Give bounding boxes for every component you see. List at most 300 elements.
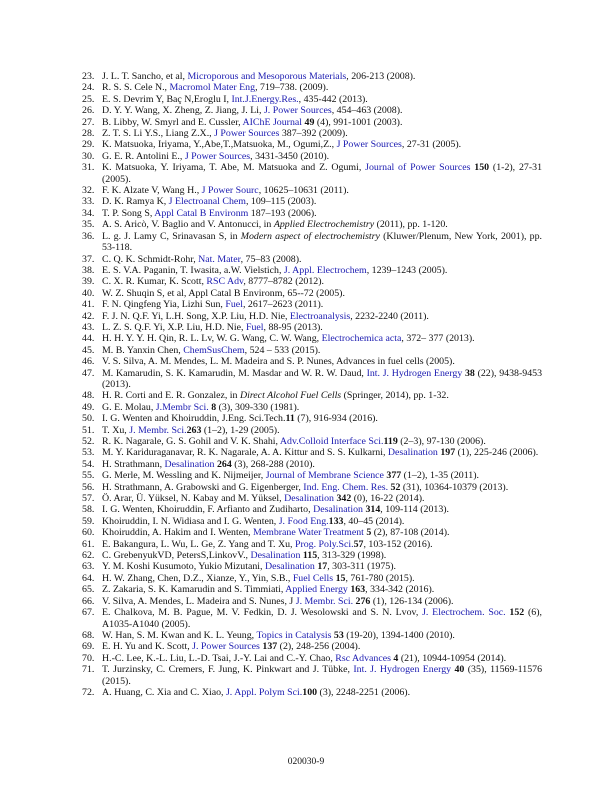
reference-item <box>64 151 542 162</box>
volume-number: 150 <box>470 162 490 174</box>
reference-text: (1–2), 1-35 (2011). <box>401 470 479 482</box>
reference-item <box>64 607 542 630</box>
journal-link[interactable]: Int.J.Energy.Res. <box>231 93 299 105</box>
journal-link[interactable]: J.Membr Sci. <box>155 401 209 413</box>
reference-number-cell <box>64 641 102 652</box>
reference-number-cell <box>64 196 102 207</box>
reference-body <box>102 504 542 515</box>
reference-number-cell <box>64 447 102 458</box>
reference-text: (2), 87-108 (2014). <box>371 527 450 539</box>
reference-number-cell <box>64 231 102 254</box>
reference-body <box>102 390 542 401</box>
reference-number: 69. <box>82 641 95 653</box>
journal-link[interactable]: J Electroanal Chem <box>168 196 246 208</box>
journal-link[interactable]: J. Electrochem. Soc. <box>422 607 506 619</box>
reference-text: V. S. Silva, A. M. Mendes, L. M. Madeira and S. P. Nunes, Advances in fuel cells (2005). <box>102 356 455 368</box>
reference-item <box>64 162 542 185</box>
reference-text: A. Huang, C. Xia and C. Xiao, <box>102 686 226 698</box>
reference-body <box>102 128 542 139</box>
reference-body <box>102 117 542 128</box>
reference-number: 28. <box>82 128 95 140</box>
journal-link[interactable]: Electroanalysis <box>289 310 351 322</box>
reference-text: H. H. Y. Y. H. Qin, R. L. Lv, W. G. Wang, C. W. Wang, <box>102 333 322 345</box>
reference-text: , 372– 377 (2013). <box>401 333 475 345</box>
reference-text: (19-20), 1394-1400 (2010). <box>343 629 455 641</box>
reference-text: , 8777–8782 (2012). <box>243 276 324 288</box>
reference-number-cell <box>64 356 102 367</box>
reference-body <box>102 664 542 687</box>
reference-item <box>64 687 542 698</box>
reference-item <box>64 356 542 367</box>
journal-link[interactable]: Nat. Mater <box>198 253 241 265</box>
reference-item <box>64 653 542 664</box>
book-title: Modern aspect of electrochemistry <box>240 230 380 242</box>
reference-text: , 40–45 (2014). <box>343 515 405 527</box>
journal-link[interactable]: Prog. Poly.Sci. <box>294 538 354 550</box>
reference-body <box>102 493 542 504</box>
reference-body <box>102 539 542 550</box>
journal-link[interactable]: Int. J. Hydrogen Energy <box>366 367 463 379</box>
reference-body <box>102 550 542 561</box>
reference-number: 56. <box>82 481 95 493</box>
reference-number: 61. <box>82 538 95 550</box>
reference-number: 55. <box>82 470 95 482</box>
reference-item <box>64 425 542 436</box>
reference-text: , 206-213 (2008). <box>346 71 416 82</box>
reference-text: F. K. Alzate V, Wang H., <box>102 185 202 197</box>
journal-link[interactable]: Appl Catal B Environm <box>154 207 249 219</box>
journal-link[interactable]: Rsc Advances <box>335 652 391 664</box>
reference-text: R. S. S. Cele N., <box>102 82 170 94</box>
volume-number: 5 <box>363 527 372 539</box>
reference-item <box>64 219 542 230</box>
reference-number-cell <box>64 402 102 413</box>
reference-item <box>64 208 542 219</box>
reference-text: W. Han, S. M. Kwan and K. L. Yeung, <box>102 629 257 641</box>
reference-text: , 1239–1243 (2005). <box>366 264 448 276</box>
journal-link[interactable]: Desalination <box>164 458 215 470</box>
reference-item <box>64 139 542 150</box>
reference-item <box>64 322 542 333</box>
reference-body <box>102 368 542 391</box>
reference-number-cell <box>64 265 102 276</box>
journal-link[interactable]: J Power Sources <box>214 128 280 140</box>
volume-number: 53 <box>331 629 344 641</box>
volume-number: 52 <box>388 481 401 493</box>
journal-link[interactable]: Fuel <box>225 299 243 311</box>
reference-number-cell <box>64 482 102 493</box>
reference-text: M. Kamarudin, S. K. Kamarudin, M. Masdar and W. R. W. Daud, <box>102 367 367 379</box>
reference-text: (31), 10364-10379 (2013). <box>400 481 509 493</box>
reference-text: (1–2), 1-29 (2005). <box>201 424 280 436</box>
volume-number: 314 <box>362 504 381 516</box>
reference-item <box>64 254 542 265</box>
reference-number: 64. <box>82 572 95 584</box>
reference-number-cell <box>64 504 102 515</box>
reference-item <box>64 459 542 470</box>
page-number: 020030-9 <box>287 757 325 767</box>
reference-number: 27. <box>82 116 95 128</box>
reference-item <box>64 527 542 538</box>
reference-text: , 27-31 (2005). <box>401 139 462 151</box>
journal-link[interactable]: Desalination <box>284 493 334 505</box>
reference-number: 72. <box>82 686 95 698</box>
reference-text: , 75–83 (2008). <box>240 253 302 265</box>
reference-item <box>64 299 542 310</box>
reference-item <box>64 584 542 595</box>
reference-number: 40. <box>82 287 95 299</box>
reference-text: D. Y. Y. Wang, X. Zheng, Z. Jiang, J. Li, <box>102 105 264 117</box>
reference-body <box>102 276 542 287</box>
journal-link[interactable]: Membrane Water Treatment <box>252 527 364 539</box>
journal-link[interactable]: RSC Adv <box>206 276 244 288</box>
reference-body <box>102 527 542 538</box>
reference-item <box>64 516 542 527</box>
reference-text: H.-C. Lee, K.-L. Liu, L.-D. Tsai, J.-Y. Lai and C.-Y. Chao, <box>102 652 336 664</box>
journal-link[interactable]: J. Food Eng. <box>278 515 329 527</box>
reference-text: , 313-329 (1998). <box>317 550 387 562</box>
reference-number-cell <box>64 459 102 470</box>
reference-number: 35. <box>82 219 95 231</box>
reference-number-cell <box>64 390 102 401</box>
volume-number: 15 <box>333 572 346 584</box>
volume-number: 197 <box>437 447 456 459</box>
reference-text: , 719–738. (2009). <box>255 82 329 94</box>
reference-text: (3), 268-288 (2010). <box>231 458 315 470</box>
reference-body <box>102 482 542 493</box>
reference-item <box>64 276 542 287</box>
reference-item <box>64 493 542 504</box>
reference-text: E. Bakangura, L. Wu, L. Ge, Z. Yang and T. Xu, <box>102 538 295 550</box>
reference-number: 65. <box>82 584 95 596</box>
reference-number: 29. <box>82 139 95 151</box>
journal-link[interactable]: Electrochemica acta <box>321 333 402 345</box>
reference-body <box>102 459 542 470</box>
journal-link[interactable]: Fuel <box>245 321 264 333</box>
reference-number: 54. <box>82 458 95 470</box>
reference-item <box>64 447 542 458</box>
journal-link[interactable]: J Power Sources <box>336 139 402 151</box>
reference-item <box>64 664 542 687</box>
reference-number: 25. <box>82 93 95 105</box>
journal-link[interactable]: J Power Sourc <box>201 185 259 197</box>
reference-text: (4), 991-1001 (2003). <box>314 116 403 128</box>
reference-text: 187–193 (2006). <box>248 207 317 219</box>
reference-item <box>64 402 542 413</box>
journal-link[interactable]: Journal of Power Sources <box>365 162 471 174</box>
reference-text: J. L. T. Sancho, et al, <box>102 71 188 82</box>
reference-text: Khoiruddin, A. Hakim and I. Wenten, <box>102 527 253 539</box>
reference-text: T. Xu, <box>102 424 130 436</box>
journal-link[interactable]: Microporous and Mesoporous Materials <box>187 71 347 82</box>
reference-item <box>64 470 542 481</box>
reference-item <box>64 265 542 276</box>
reference-body <box>102 573 542 584</box>
journal-link[interactable]: J. Membr. Sci. <box>295 595 354 607</box>
reference-body <box>102 162 542 185</box>
reference-item <box>64 345 542 356</box>
reference-number-cell <box>64 311 102 322</box>
reference-number: 26. <box>82 105 95 117</box>
reference-item <box>64 82 542 93</box>
reference-number-cell <box>64 470 102 481</box>
volume-number: 115 <box>300 550 318 562</box>
reference-number-cell <box>64 139 102 150</box>
reference-text: (35), 11569-11576 (2015). <box>102 664 543 687</box>
reference-number: 42. <box>82 310 95 322</box>
reference-number: 31. <box>82 162 95 174</box>
reference-text: , 103-152 (2016). <box>363 538 433 550</box>
journal-link[interactable]: Journal of Membrane Science <box>265 470 384 482</box>
reference-text: M. B. Yanxin Chen, <box>102 344 184 356</box>
reference-text: (22), 9438-9453 (2013). <box>102 367 543 390</box>
reference-text: E. S. V.A. Paganin, T. Iwasita, a.W. Vielstich, <box>102 264 284 276</box>
reference-number: 38. <box>82 264 95 276</box>
reference-body <box>102 299 542 310</box>
reference-number: 30. <box>82 150 95 162</box>
reference-body <box>102 516 542 527</box>
reference-text: Y. M. Koshi Kusumoto, Yukio Mizutani, <box>102 561 265 573</box>
reference-text: G. E. Molau, <box>102 401 156 413</box>
reference-number: 68. <box>82 629 95 641</box>
reference-text: (2011), pp. 1-120. <box>374 219 448 231</box>
reference-number: 33. <box>82 196 95 208</box>
volume-number: 38 <box>462 367 475 379</box>
reference-number: 66. <box>82 595 95 607</box>
reference-body <box>102 151 542 162</box>
volume-number: 133 <box>328 515 344 527</box>
reference-text: W. Z. Shuqin S, et al, Appl Catal B Environm, 65--72 (2005). <box>102 287 345 299</box>
reference-number-cell <box>64 607 102 630</box>
reference-number-cell <box>64 425 102 436</box>
reference-text: , 454–463 (2008). <box>331 105 403 117</box>
reference-text: H. Strathmann, <box>102 458 165 470</box>
reference-number-cell <box>64 219 102 230</box>
journal-link[interactable]: J. Appl. Electrochem <box>283 264 367 276</box>
reference-body <box>102 561 542 572</box>
volume-number: 163 <box>347 584 366 596</box>
reference-text: (2–3), 97-130 (2006). <box>397 436 486 447</box>
reference-number-cell <box>64 687 102 698</box>
reference-item <box>64 482 542 493</box>
reference-item <box>64 128 542 139</box>
reference-number: 51. <box>82 424 95 436</box>
reference-text: C. GrebenyukVD, PetersS,LinkovV., <box>102 550 251 562</box>
volume-number: 276 <box>353 595 371 607</box>
reference-body <box>102 641 542 652</box>
reference-number-cell <box>64 105 102 116</box>
journal-link[interactable]: J. Appl. Polym Sci. <box>225 686 303 698</box>
reference-text: (21), 10944-10954 (2014). <box>398 652 507 664</box>
reference-item <box>64 288 542 299</box>
reference-number-cell <box>64 299 102 310</box>
journal-link[interactable]: Desalination <box>264 561 315 573</box>
volume-number: 8 <box>208 401 217 413</box>
reference-body <box>102 322 542 333</box>
journal-link[interactable]: Topics in Catalysis <box>256 629 332 641</box>
reference-text: E. S. Devrim Y, Baç N,Eroglu I, <box>102 93 232 105</box>
reference-number: 67. <box>82 607 95 619</box>
reference-item <box>64 504 542 515</box>
reference-item <box>64 550 542 561</box>
reference-number-cell <box>64 345 102 356</box>
reference-number: 46. <box>82 356 95 368</box>
journal-link[interactable]: Ind. Eng. Chem. Res. <box>303 481 389 493</box>
reference-number-cell <box>64 368 102 391</box>
journal-link[interactable]: Macromol Mater Eng <box>169 82 256 94</box>
journal-link[interactable]: Desalination <box>250 550 301 562</box>
reference-number: 60. <box>82 527 95 539</box>
volume-number: 152 <box>505 607 525 619</box>
reference-number-cell <box>64 94 102 105</box>
reference-text: G. E. R. Antolini E., <box>102 150 185 162</box>
reference-text: (Kluwer/Plenum, New York, 2001), pp. 53-118. <box>102 230 542 254</box>
reference-number: 32. <box>82 185 95 197</box>
reference-number-cell <box>64 288 102 299</box>
reference-text: K. Matsuoka, Y. Iriyama, T. Abe, M. Matsuoka and Z. Ogumi, <box>102 162 366 174</box>
reference-number-cell <box>64 151 102 162</box>
reference-number-cell <box>64 436 102 447</box>
reference-text: , 435-442 (2013). <box>298 93 368 105</box>
reference-number: 41. <box>82 299 95 311</box>
reference-body <box>102 687 542 698</box>
reference-number: 44. <box>82 333 95 345</box>
reference-number-cell <box>64 322 102 333</box>
reference-item <box>64 311 542 322</box>
reference-item <box>64 539 542 550</box>
reference-text: , 334-342 (2016). <box>365 584 435 596</box>
journal-link[interactable]: Applied Energy <box>285 584 348 596</box>
reference-text: F. N. Qingfeng Yia, Lizhi Sun, <box>102 299 226 311</box>
reference-item <box>64 105 542 116</box>
reference-text: K. Matsuoka, Iriyama, Y.,Abe,T.,Matsuoka, M., Ogumi,Z., <box>102 139 337 151</box>
reference-number: 36. <box>82 230 95 242</box>
reference-item <box>64 630 542 641</box>
reference-number-cell <box>64 630 102 641</box>
volume-number: 119 <box>383 436 398 447</box>
reference-item <box>64 185 542 196</box>
reference-text: H. R. Corti and E. R. Gonzalez, in <box>102 390 240 402</box>
reference-text: G. Merle, M. Wessling and K. Nijmeijer, <box>102 470 266 482</box>
reference-body <box>102 607 542 630</box>
journal-link[interactable]: Adv.Colloid Interface Sci. <box>279 436 384 447</box>
reference-text: , 88-95 (2013). <box>263 321 323 333</box>
journal-link[interactable]: AIChE Journal <box>242 116 303 128</box>
reference-text: Khoiruddin, I. N. Widiasa and I. G. Wenten, <box>102 515 279 527</box>
journal-link[interactable]: Desalination <box>387 447 438 459</box>
journal-link[interactable]: J. Power Sources <box>192 641 260 653</box>
reference-number: 24. <box>82 82 95 94</box>
reference-number-cell <box>64 413 102 424</box>
reference-text: (7), 916-934 (2016). <box>294 413 378 425</box>
reference-number-cell <box>64 208 102 219</box>
reference-text: E. Chalkova, M. B. Pague, M. V. Fedkin, D. J. Wesolowski and S. N. Lvov, <box>102 607 423 619</box>
reference-body <box>102 653 542 664</box>
reference-body <box>102 470 542 481</box>
reference-number: 48. <box>82 390 95 402</box>
volume-number: 137 <box>259 641 278 653</box>
journal-link[interactable]: Int. J. Hydrogen Energy <box>353 664 452 676</box>
reference-number: 34. <box>82 207 95 219</box>
reference-number-cell <box>64 117 102 128</box>
reference-text: , 10625–10631 (2011). <box>258 185 349 197</box>
journal-link[interactable]: Fuel Cells <box>292 572 334 584</box>
reference-number-cell <box>64 539 102 550</box>
reference-number-cell <box>64 276 102 287</box>
reference-body <box>102 94 542 105</box>
reference-body <box>102 447 542 458</box>
reference-body <box>102 231 542 254</box>
reference-text: (3), 309-330 (1981). <box>216 401 300 413</box>
reference-body <box>102 584 542 595</box>
journal-link[interactable]: ChemSusChem <box>183 344 245 356</box>
reference-text: (Springer, 2014), pp. 1-32. <box>341 390 449 402</box>
reference-text: , 3431-3450 (2010). <box>250 150 330 162</box>
reference-number: 53. <box>82 447 95 459</box>
reference-text: (6), A1035-A1040 (2005). <box>102 607 543 630</box>
reference-number: 47. <box>82 367 95 379</box>
volume-number: 342 <box>334 493 352 505</box>
journal-link[interactable]: J Power Sources <box>184 150 251 162</box>
reference-text: T. Jurzinsky, C. Cremers, F. Jung, K. Pinkwart and J. Tübke, <box>102 664 354 676</box>
volume-number: 40 <box>451 664 465 676</box>
volume-number: 49 <box>302 116 315 128</box>
reference-text: D. K. Ramya K, <box>102 196 169 208</box>
reference-number: 62. <box>82 550 95 562</box>
reference-body <box>102 219 542 230</box>
reference-body <box>102 425 542 436</box>
reference-body <box>102 82 542 93</box>
reference-text: , 761-780 (2015). <box>345 572 415 584</box>
book-title: Direct Alcohol Fuel Cells <box>239 390 342 402</box>
reference-number: 39. <box>82 276 95 288</box>
reference-number: 52. <box>82 436 95 447</box>
reference-body <box>102 345 542 356</box>
reference-text: E. H. Yu and K. Scott, <box>102 641 193 653</box>
reference-number-cell <box>64 128 102 139</box>
volume-number: 377 <box>383 470 402 482</box>
reference-text: (1), 225-246 (2006). <box>455 447 539 459</box>
reference-item <box>64 561 542 572</box>
reference-number: 43. <box>82 321 95 333</box>
reference-number-cell <box>64 71 102 82</box>
volume-number: 264 <box>214 458 232 470</box>
reference-item <box>64 231 542 254</box>
journal-link[interactable]: J. Power Sources <box>263 105 332 117</box>
reference-text: V. Silva, A. Mendes, L. Madeira and S. Nunes, J <box>102 595 296 607</box>
reference-number: 37. <box>82 253 95 265</box>
journal-link[interactable]: J. Membr. Sci. <box>129 424 187 436</box>
reference-text: , 2232-2240 (2011). <box>350 310 429 322</box>
journal-link[interactable]: Desalination <box>313 504 363 516</box>
reference-body <box>102 139 542 150</box>
reference-body <box>102 265 542 276</box>
reference-number: 50. <box>82 413 95 425</box>
reference-text: R. K. Nagarale, G. S. Gohil and V. K. Shahi, <box>102 436 280 447</box>
volume-number: 11 <box>285 413 295 425</box>
reference-text: M. Y. Kariduraganavar, R. K. Nagarale, A. A. Kittur and S. S. Kulkarni, <box>102 447 388 459</box>
reference-text: Z. T. S. Li Y.S., Liang Z.X., <box>102 128 215 140</box>
reference-body <box>102 630 542 641</box>
reference-body <box>102 413 542 424</box>
reference-body <box>102 311 542 322</box>
reference-number: 63. <box>82 561 95 573</box>
volume-number: 100 <box>302 686 318 698</box>
reference-body <box>102 208 542 219</box>
reference-text: F. J. N. Q.F. Yi, L.H. Song, X.P. Liu, H.D. Nie, <box>102 310 290 322</box>
reference-text: I. G. Wenten and Khoiruddin, J.Eng. Sci.Tech. <box>102 413 286 425</box>
reference-body <box>102 105 542 116</box>
